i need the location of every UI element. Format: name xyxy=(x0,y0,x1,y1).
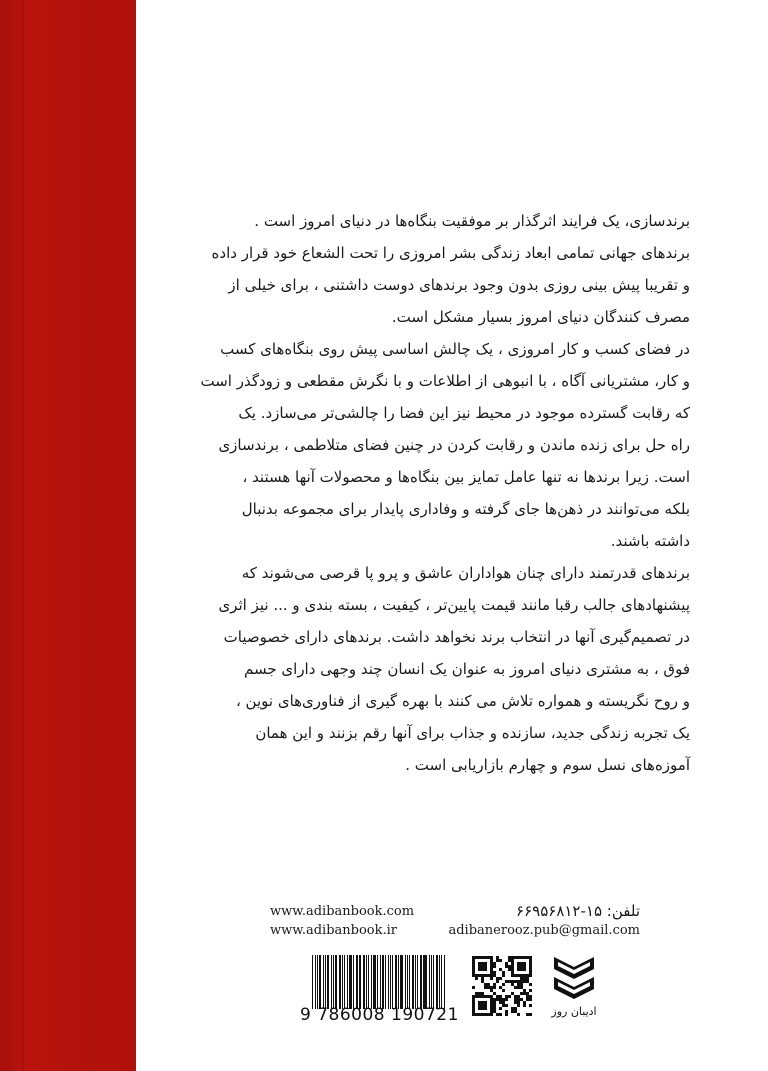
isbn-barcode xyxy=(300,955,459,1027)
publisher-logo xyxy=(548,955,600,1025)
text-line: یک تجربه زندگی جدید، سازنده و جذاب برای آنها رقم بزنند و این همان xyxy=(255,724,690,742)
text-line: فوق ، به مشتری دنیای امروز به عنوان یک انسان چند وجهی دارای جسم xyxy=(244,660,690,678)
text-line: برندهای جهانی تمامی ابعاد زندگی بشر امروزی را تحت الشعاع خود قرار داده xyxy=(211,244,690,262)
paragraph-1 xyxy=(211,205,690,333)
text-line: و روح نگریسته و همواره تلاش می کنند با بهره گیری از فناوری‌های نوین ، xyxy=(235,692,690,710)
text-line: آموزه‌های نسل سوم و چهارم بازاریابی است . xyxy=(405,756,690,774)
double-chevron-logo-icon xyxy=(552,955,596,1001)
website-com-link[interactable]: www.adibanbook.com xyxy=(270,904,415,919)
text-line: است. زیرا برندها نه تنها عامل تمایز بین بنگاه‌ها و محصولات آنها هستند ، xyxy=(242,468,690,486)
text-line: پیشنهادهای جالب رقبا مانند قیمت پایین‌تر ، کیفیت ، بسته بندی و ... نیز اثری xyxy=(218,596,690,614)
qr-code-icon xyxy=(472,956,532,1016)
back-cover-text xyxy=(200,205,690,781)
websites xyxy=(270,902,414,940)
text-line: برندهای قدرتمند دارای چنان هواداران عاشق و پرو پا قرصی می‌شوند که xyxy=(241,564,690,582)
text-line: در فضای کسب و کار امروزی ، یک چالش اساسی پیش روی بنگاه‌های کسب xyxy=(220,340,690,358)
red-spine-band xyxy=(0,0,136,1071)
text-line: داشته باشند. xyxy=(610,532,690,550)
text-line: و کار، مشتریانی آگاه ، با انبوهی از اطلاعات و با نگرش مقطعی و زودگذر است xyxy=(200,372,690,390)
text-line: و تقریبا پیش بینی روزی بدون وجود برندهای دوست داشتنی ، برای خیلی از xyxy=(228,276,690,294)
barcode-icon xyxy=(312,955,446,1009)
isbn-digits: 9 786008 190721 xyxy=(300,1005,459,1025)
text-line: که رقابت گسترده موجود در محیط نیز این فضا را چالشی‌تر می‌سازد. یک xyxy=(238,404,690,422)
text-line: بلکه می‌توانند در ذهن‌ها جای گرفته و وفاداری پایدار برای مجموعه بدنبال xyxy=(241,500,690,518)
text-line: در تصمیم‌گیری آنها در انتخاب برند نخواهد داشت. برندهای دارای خصوصیات xyxy=(223,628,690,646)
phone-number: تلفن: ۱۵-۶۶۹۵۶۸۱۲ xyxy=(516,902,640,920)
phone-and-email xyxy=(448,902,640,940)
publisher-contacts xyxy=(270,902,640,940)
website-ir-link[interactable]: www.adibanbook.ir xyxy=(270,923,398,938)
email-link[interactable]: adibanerooz.pub@gmail.com xyxy=(448,923,640,938)
text-line: مصرف کنندگان دنیای امروز بسیار مشکل است. xyxy=(391,308,690,326)
publisher-name: ادیبان روز xyxy=(551,1005,597,1018)
paragraph-2 xyxy=(200,333,690,557)
paragraph-3 xyxy=(218,557,690,781)
text-line: برندسازی، یک فرایند اثرگذار بر موفقیت بنگاه‌ها در دنیای امروز است . xyxy=(254,212,690,230)
text-line: راه حل برای زنده ماندن و رقابت کردن در چنین فضای متلاطمی ، برندسازی xyxy=(218,436,690,454)
